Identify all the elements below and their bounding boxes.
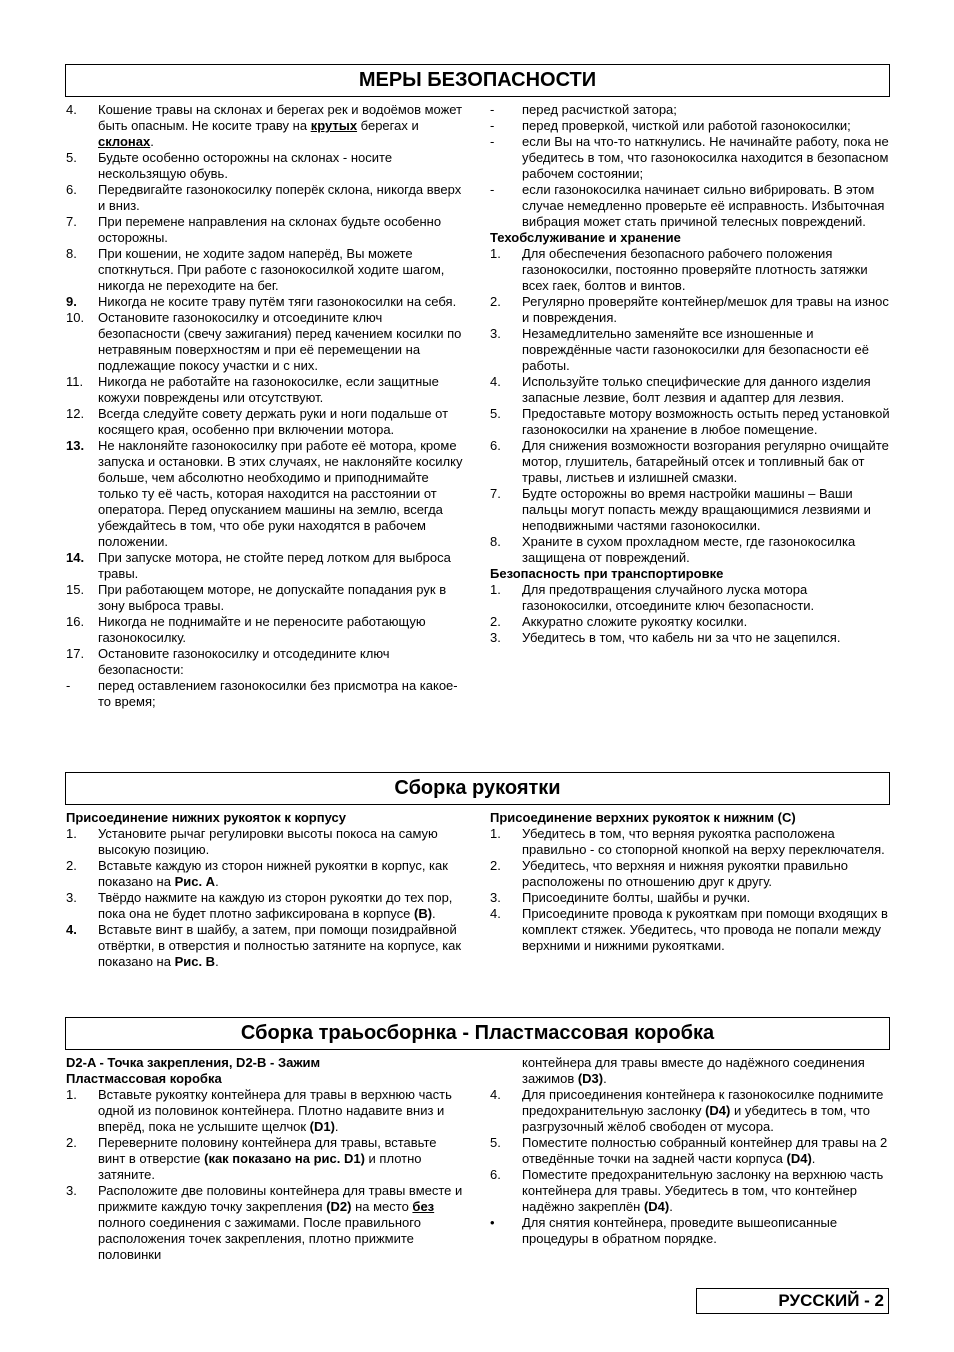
list-item-continued: контейнера для травы вместе до надёжного соединения зажимов (D3). — [522, 1055, 865, 1086]
subheading: D2-A - Точка закрепления, D2-B - Зажим — [66, 1055, 321, 1070]
list-item: 7. При перемене направления на склонах будьте особенно осторожны. — [66, 214, 442, 245]
list-item: 16. Никогда не поднимайте и не переносите работающую газонокосилку. — [66, 614, 426, 645]
list-item: 3. Присоедините болты, шайбы и ручки. — [490, 890, 751, 905]
list-item: 2. Регулярно проверяйте контейнер/мешок для травы на износ и повреждения. — [490, 294, 889, 325]
section-title-grass-box: Сборка траьосборнка - Пластмассовая коробка — [65, 1017, 890, 1050]
list-item: - если Вы на что-то наткнулись. Не начинайте работу, пока не убедитесь в том, что газонокосилка находится в безопасном рабочем состоянии; — [490, 134, 889, 181]
handle-right-column — [490, 810, 890, 954]
list-item: 15. При работающем моторе, не допускайте попадания рук в зону выброса травы. — [66, 582, 447, 613]
subheading: Пластмассовая коробка — [66, 1071, 222, 1086]
list-item: 1. Вставьте рукоятку контейнера для травы в верхнюю часть одной из половинок контейнера. Плотно надавите вниз и вперёд, пока не услышите щелчок (D1). — [66, 1087, 452, 1134]
list-item: 3. Незамедлительно заменяйте все изношенные и повреждённые части газонокосилки для безопасности её работы. — [490, 326, 869, 373]
list-item: 4. Используйте только специфические для данного изделия запасные лезвие, болт лезвия и адаптер для лезвия. — [490, 374, 871, 405]
list-item: 7. Будте осторожны во время настройки машины – Ваши пальцы могут попасть между вращающимися лезвиями и неподвижными частями газонокосилки. — [490, 486, 871, 533]
list-item: 10. Остановите газонокосилку и отсоедините ключ безопасности (свечу зажигания) перед качением косилки по нетравяным поверхностям и при её перемещении на подлежащие покосу участки и с них. — [66, 310, 462, 373]
list-item: 5. Предоставьте мотору возможность остыть перед установкой газонокосилки на хранение в любое помещение. — [490, 406, 890, 437]
section-title-safety: МЕРЫ БЕЗОПАСНОСТИ — [65, 64, 890, 97]
list-item: 2. Убедитесь, что верхняя и нижняя рукоятки правильно расположены по отношению друг к другу. — [490, 858, 848, 889]
list-item: 9. Никогда не косите траву путём тяги газонокосилки на себя. — [66, 294, 457, 309]
list-item: 6. Передвигайте газонокосилку поперёк склона, никогда вверх и вниз. — [66, 182, 462, 213]
box-left-column — [66, 1055, 466, 1263]
list-item: 17. Остановите газонокосилку и отсодедините ключ безопасности: — [66, 646, 390, 677]
list-item: 2. Аккуратно сложите рукоятку косилки. — [490, 614, 748, 629]
safety-left-column — [66, 102, 466, 710]
list-item: 4. Кошение травы на склонах и берегах рек и водоёмов может быть опасным. Не косите траву на крутых берегах и склонах. — [66, 102, 463, 149]
list-item: 8. Храните в сухом прохладном месте, где газонокосилка защищена от повреждений. — [490, 534, 856, 565]
list-item: 4. Вставьте винт в шайбу, а затем, при помощи позидрайвной отвёртки, в отверстия и полностью затяните на корпусе, как показано на Рис. B. — [66, 922, 462, 969]
list-item: 6. Поместите предохранительную заслонку на верхнюю часть контейнера для травы. Убедитесь в том, что контейнер надёжно закреплён (D4). — [490, 1167, 884, 1214]
list-item: 3. Расположите две половины контейнера для травы вместе и прижмите каждую точку закрепления (D2) на место без полного соединения с зажимами. После правильного расположения точек закрепления, плотно прижмите половинки — [66, 1183, 463, 1262]
list-item: 1. Для обеспечения безопасного рабочего положения газонокосилки, постоянно проверяйте плотность затяжки всех гаек, болтов и винтов. — [490, 246, 868, 293]
list-item: 5. Поместите полностью собранный контейнер для травы на 2 отведённые точки на задней части корпуса (D4). — [490, 1135, 888, 1166]
list-item: • Для снятия контейнера, проведите вышеописанные процедуры в обратном порядке. — [490, 1215, 838, 1246]
list-item: 2. Переверните половину контейнера для травы, вставьте винт в отверстие (как показано на рис. D1) и плотно затяните. — [66, 1135, 437, 1182]
list-item: 8. При кошении, не ходите задом наперёд, Вы можете споткнуться. При работе с газонокосилкой ходите шагом, никогда не переходите на бег. — [66, 246, 445, 293]
list-item: 3. Убедитесь в том, что кабель ни за что не зацепился. — [490, 630, 841, 645]
list-item: - перед расчисткой затора; — [490, 102, 677, 117]
list-item: 3. Твёрдо нажмите на каждую из сторон рукоятки до тех пор, пока она не будет плотно зафиксирована в корпусе (B). — [66, 890, 453, 921]
list-item: 5. Будьте особенно осторожны на склонах - носите нескользящую обувь. — [66, 150, 393, 181]
list-item: 14. При запуске мотора, не стойте перед лотком для выброса травы. — [66, 550, 451, 581]
list-item: 13. Не наклоняйте газонокосилку при работе её мотора, кроме запуска и остановки. В этих случаях, не наклоняйте косилку больше, чем абсолютно необходимо и приподнимайте только ту её часть, которая находится на расстоянии от оператора. Перед опусканием машины на землю, всегда убеждайтесь в том, что обе руки находятся в рабочем положении. — [66, 438, 463, 549]
handle-left-column — [66, 810, 466, 970]
section-title-handle: Сборка рукоятки — [65, 772, 890, 805]
list-item: 4. Присоедините провода к рукояткам при помощи входящих в комплект стяжек. Убедитесь, что провода не попали между верхними и нижними рукоятками. — [490, 906, 888, 953]
list-item: 6. Для снижения возможности возгорания регулярно очищайте мотор, глушитель, батарейный отсек и топливный бак от травы, листьев и излишней смазки. — [490, 438, 889, 485]
transport-heading: Безопасность при транспортировке — [490, 566, 724, 581]
list-item: - перед оставлением газонокосилки без присмотра на какое-то время; — [66, 678, 458, 709]
safety-right-column — [490, 102, 890, 646]
box-right-column — [490, 1055, 890, 1247]
list-item: - если газонокосилка начинает сильно вибрировать. В этом случае немедленно проверьте её исправность. Избыточная вибрация может стать причиной телесных повреждений. — [490, 182, 885, 229]
list-item: 1. Установите рычаг регулировки высоты покоса на самую высокую позицию. — [66, 826, 438, 857]
list-item: - перед проверкой, чисткой или работой газонокосилки; — [490, 118, 851, 133]
maintenance-heading: Техобслуживание и хранение — [490, 230, 681, 245]
list-item: 1. Для предотвращения случайного луска мотора газонокосилки, отсоедините ключ безопасности. — [490, 582, 815, 613]
list-item: 11. Никогда не работайте на газонокосилке, если защитные кожухи повреждены или отсутствуют. — [66, 374, 439, 405]
list-item: 12. Всегда следуйте совету держать руки и ноги подальше от косящего края, особенно при включении мотора. — [66, 406, 449, 437]
subheading: Присоединение верхних рукояток к нижним (C) — [490, 810, 796, 825]
subheading: Присоединение нижних рукояток к корпусу — [66, 810, 346, 825]
list-item: 2. Вставьте каждую из сторон нижней рукоятки в корпус, как показано на Рис. A. — [66, 858, 448, 889]
list-item: 1. Убедитесь в том, что верняя рукоятка расположена правильно - со стопорной кнопкой на верху переключателя. — [490, 826, 885, 857]
list-item: 4. Для присоединения контейнера к газонокосилке поднимите предохранительную заслонку (D4) и убедитесь в том, что разгрузочный жёлоб свободен от мусора. — [490, 1087, 884, 1134]
page-footer: РУССКИЙ - 2 — [696, 1288, 889, 1314]
